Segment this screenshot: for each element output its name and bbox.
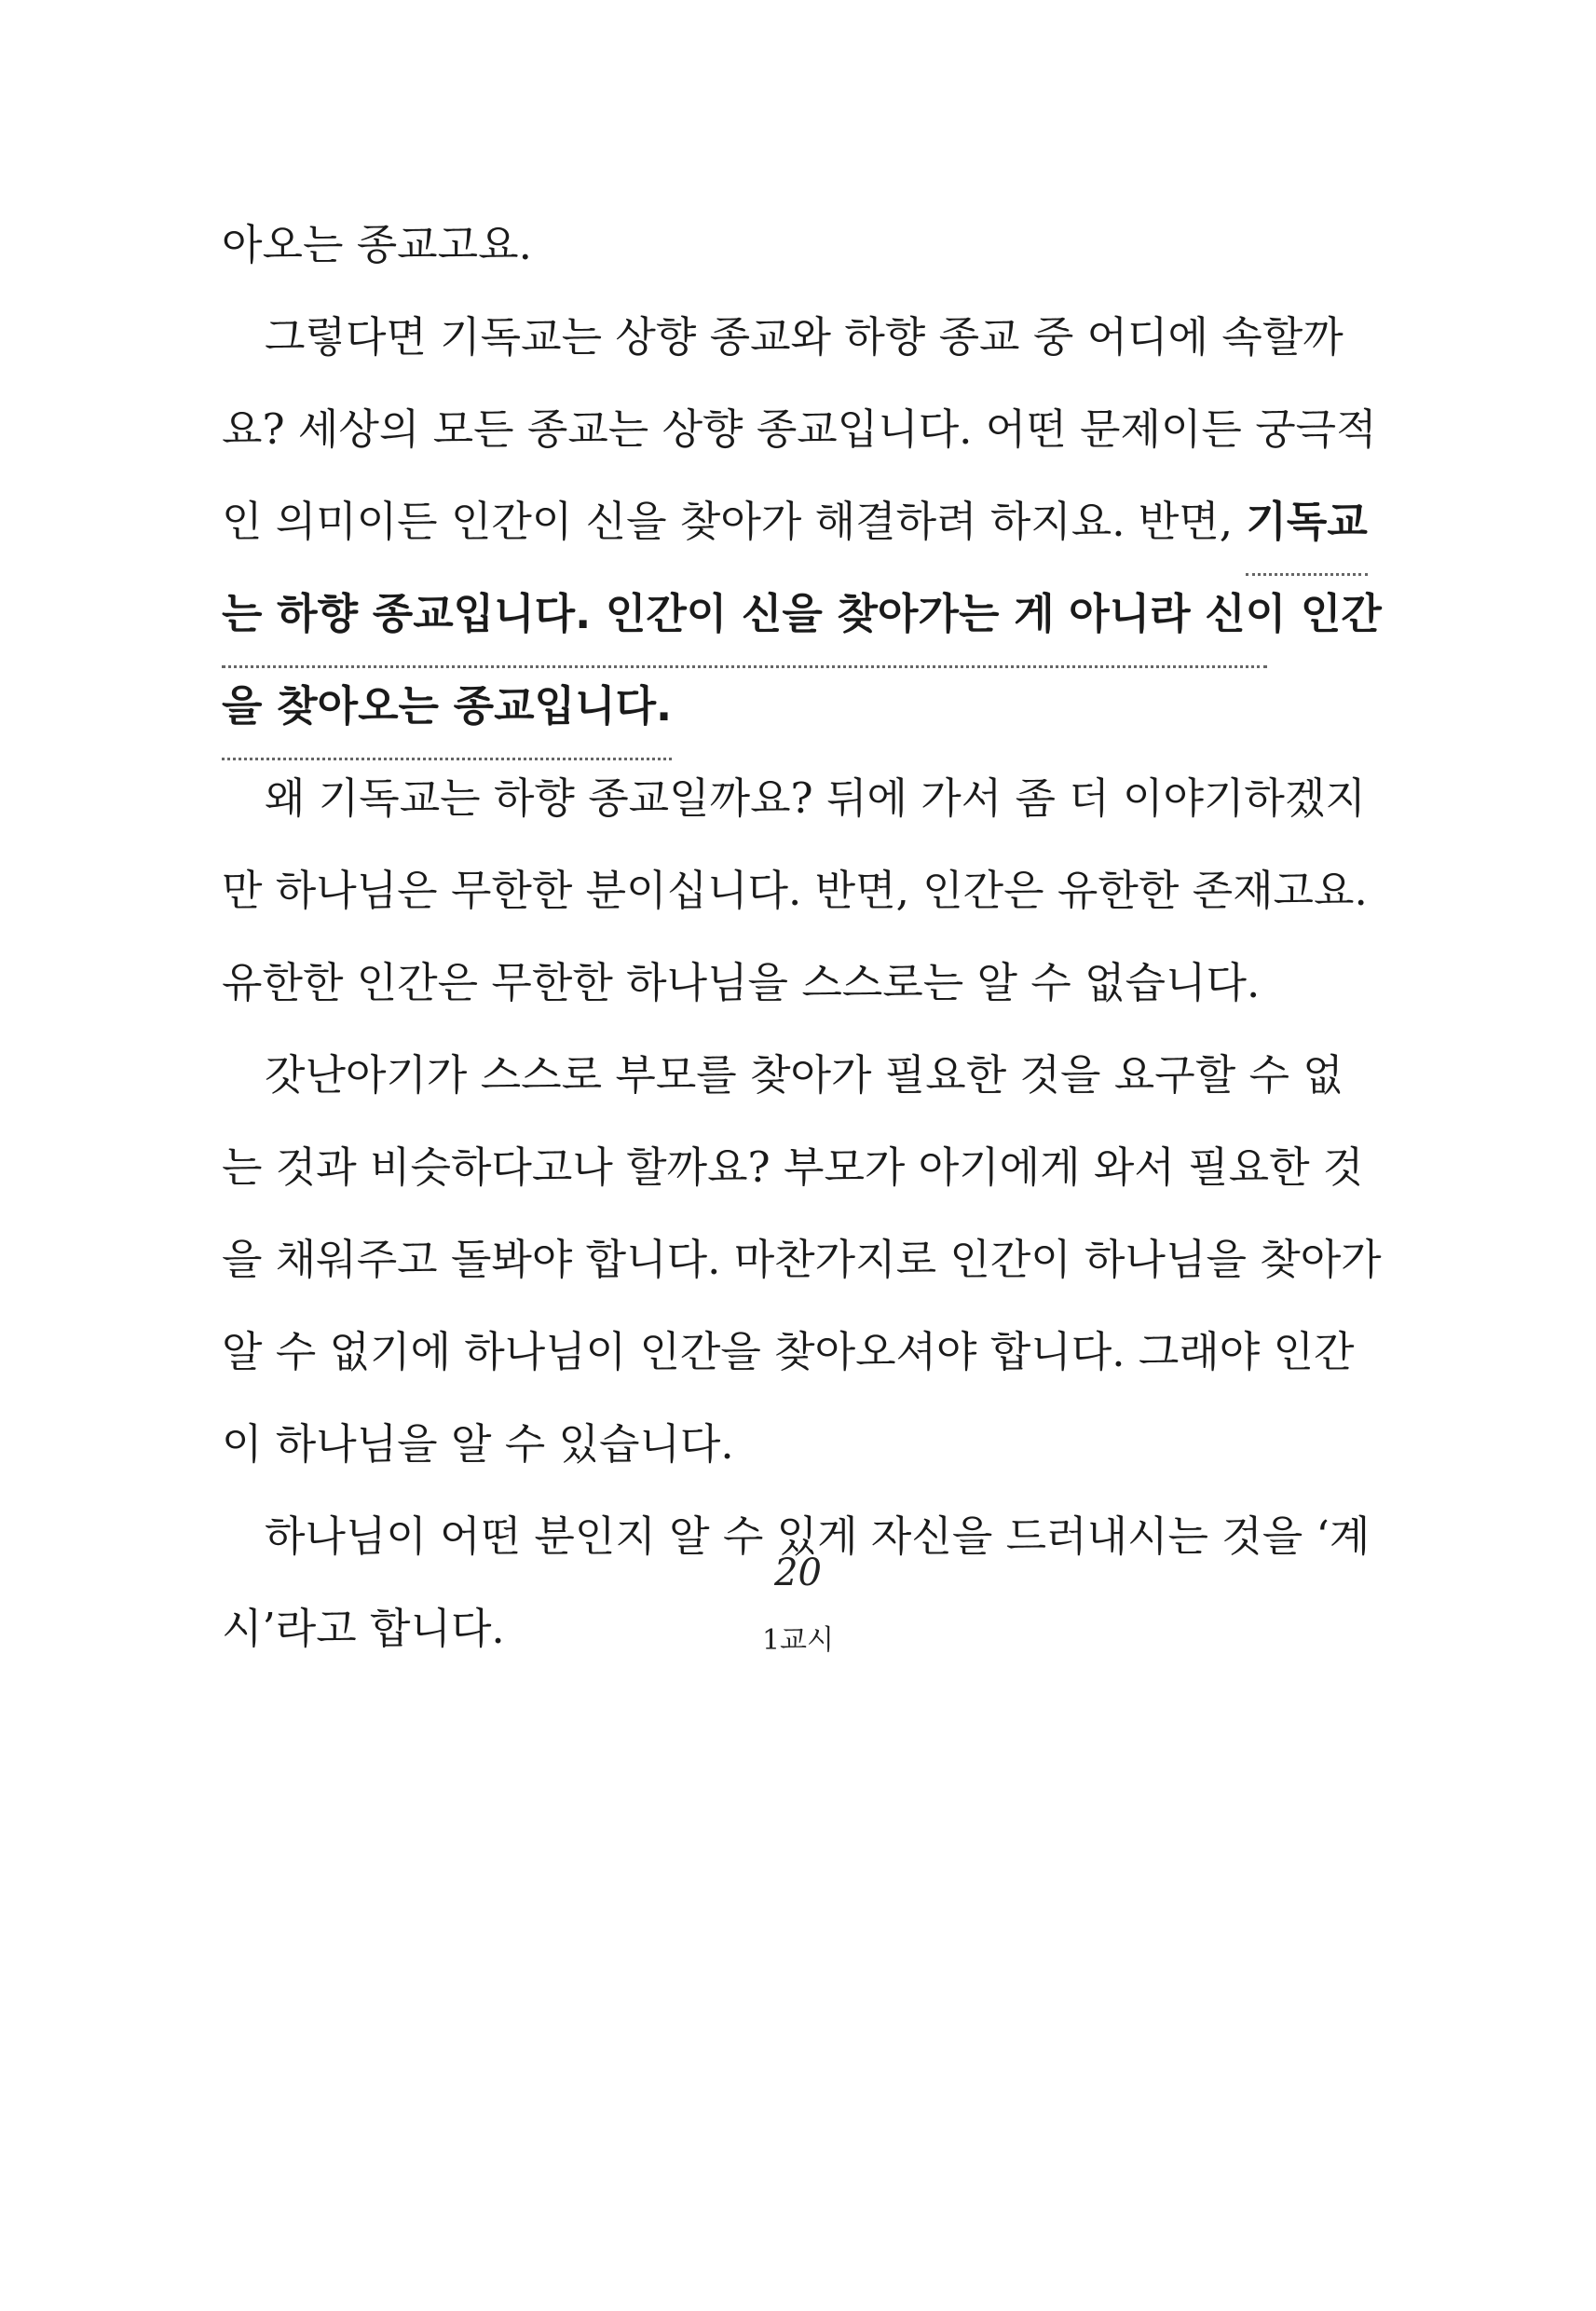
paragraph-4-line-4: 알 수 없기에 하나님이 인간을 찾아오셔야 합니다. 그래야 인간 xyxy=(222,1327,1355,1376)
paragraph-2-line-2: 요? 세상의 모든 종교는 상향 종교입니다. 어떤 문제이든 궁극적 xyxy=(222,404,1377,454)
paragraph-3-line-3: 유한한 인간은 무한한 하나님을 스스로는 알 수 없습니다. xyxy=(222,958,1261,1007)
paragraph-4-line-5: 이 하나님을 알 수 있습니다. xyxy=(222,1419,734,1469)
paragraph-4-line-2: 는 것과 비슷하다고나 할까요? 부모가 아기에게 와서 필요한 것 xyxy=(222,1142,1364,1192)
body-text xyxy=(222,198,1382,1675)
paragraph-2-line-3 xyxy=(222,475,1368,567)
paragraph-5-line-1: 하나님이 어떤 분인지 알 수 있게 자신을 드러내시는 것을 ‘계 xyxy=(265,1511,1371,1561)
emphasized-text: 기독교 xyxy=(1246,475,1367,576)
paragraph-4-line-1: 갓난아기가 스스로 부모를 찾아가 필요한 것을 요구할 수 없 xyxy=(265,1050,1344,1100)
paragraph-2-line-1: 그렇다면 기독교는 상향 종교와 하향 종교 중 어디에 속할까 xyxy=(265,312,1344,362)
paragraph-3-line-2: 만 하나님은 무한한 분이십니다. 반면, 인간은 유한한 존재고요. xyxy=(222,866,1368,915)
chapter-label: 1교시 xyxy=(761,1624,835,1657)
emphasized-text: 는 하향 종교입니다. 인간이 신을 찾아가는 게 아니라 신이 인간 xyxy=(222,567,1267,668)
paragraph-4-line-3: 을 채워주고 돌봐야 합니다. 마찬가지로 인간이 하나님을 찾아가 xyxy=(222,1235,1382,1284)
emphasized-text: 을 찾아오는 종교입니다. xyxy=(222,660,672,760)
paragraph-5-line-2: 시’라고 합니다. xyxy=(222,1604,505,1653)
paragraph-2-line-4 xyxy=(222,567,1382,660)
paragraph-2-line-3-text: 인 의미이든 인간이 신을 찾아가 해결하려 하지요. 반면, xyxy=(222,497,1247,546)
paragraph-1-line-1: 아오는 종교고요. xyxy=(222,220,532,269)
page-number: 20 xyxy=(774,1552,822,1594)
paragraph-3-line-1: 왜 기독교는 하향 종교일까요? 뒤에 가서 좀 더 이야기하겠지 xyxy=(265,773,1366,823)
paragraph-2-line-5 xyxy=(222,660,1267,752)
